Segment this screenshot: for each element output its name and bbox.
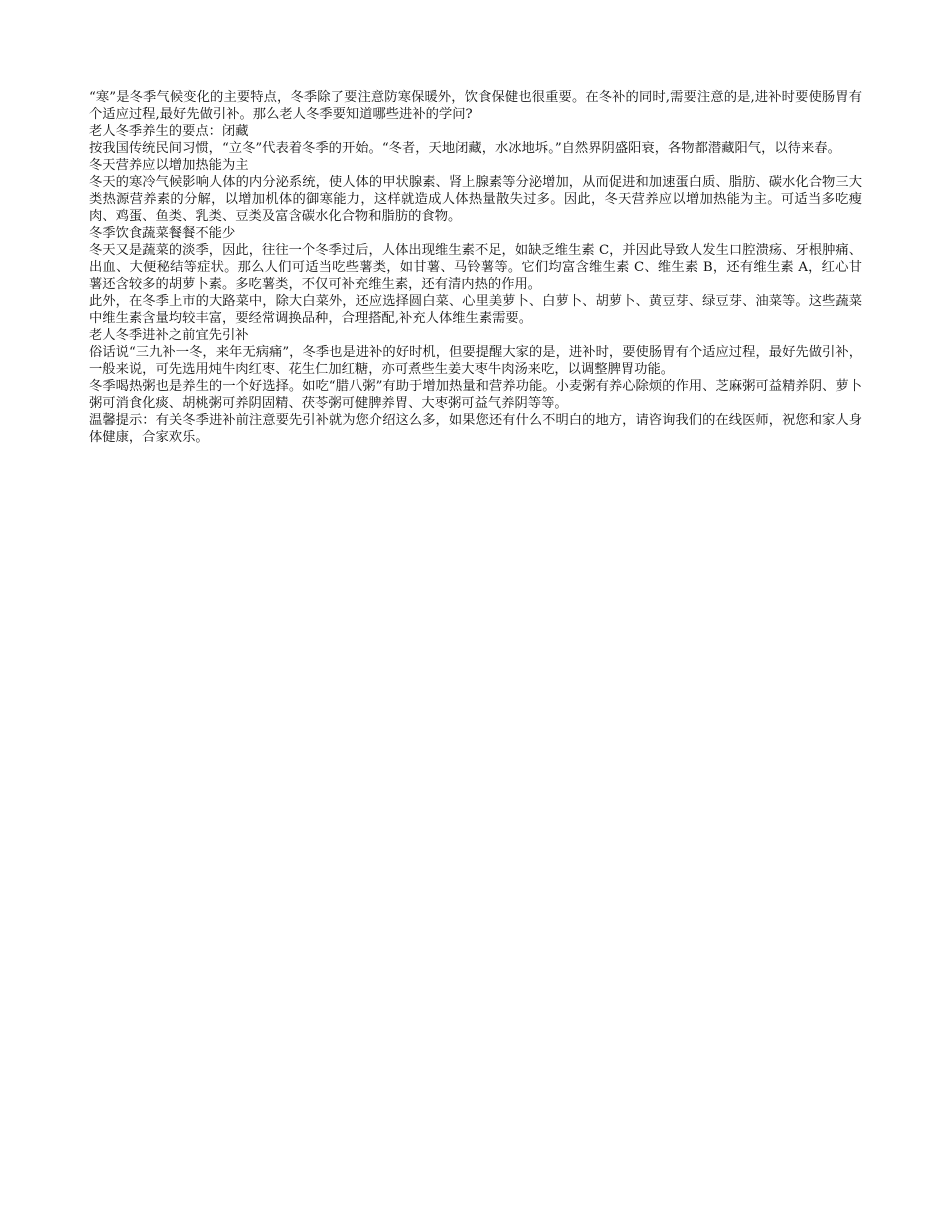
closing-tip-paragraph: 温馨提示：有关冬季进补前注意要先引补就为您介绍这么多，如果您还有什么不明白的地方，请咨询我们的在线医师，祝您和家人身体健康，合家欢乐。 xyxy=(89,413,862,445)
section-heading-guided-supplement: 老人冬季进补之前宜先引补 xyxy=(89,328,249,343)
section-paragraph: 俗话说“三九补一冬，来年无病痛”，冬季也是进补的好时机，但要提醒大家的是，进补时，要使肠胃有个适应过程，最好先做引补，一般来说，可先选用炖牛肉红枣、花生仁加红糖，亦可煮些生姜大枣牛肉汤来吃，以调整脾胃功能。 xyxy=(89,345,863,377)
intro-paragraph: “寒”是冬季气候变化的主要特点，冬季除了要注意防寒保暖外，饮食保健也很重要。在冬补的同时,需要注意的是,进补时要使肠胃有个适应过程,最好先做引补。那么老人冬季要知道哪些进补的学问? xyxy=(89,90,862,122)
section-heading-closing-storage: 老人冬季养生的要点：闭藏 xyxy=(89,124,249,139)
article-body xyxy=(89,89,862,446)
section-paragraph: 按我国传统民间习惯，“立冬”代表着冬季的开始。“冬者，天地闭藏，水冰地坼。”自然界阴盛阳衰，各物都潜藏阳气，以待来春。 xyxy=(89,141,841,156)
section-heading-heat-energy: 冬天营养应以增加热能为主 xyxy=(89,158,249,173)
section-paragraph: 冬天又是蔬菜的淡季，因此，往往一个冬季过后，人体出现维生素不足，如缺乏维生素 C，并因此导致人发生口腔溃疡、牙根肿痛、出血、大便秘结等症状。那么人们可适当吃些薯类，如甘薯、马铃薯等。它们均富含维生素 C、维生素 B，还有维生素 A，红心甘薯还含较多的胡萝卜素。多吃薯类，不仅可补充维生素，还有清内热的作用。 xyxy=(89,243,862,292)
section-paragraph: 冬季喝热粥也是养生的一个好选择。如吃“腊八粥”有助于增加热量和营养功能。小麦粥有养心除烦的作用、芝麻粥可益精养阴、萝卜粥可消食化痰、胡桃粥可养阴固精、茯苓粥可健脾养胃、大枣粥可益气养阴等等。 xyxy=(89,379,862,411)
section-paragraph: 此外，在冬季上市的大路菜中，除大白菜外，还应选择圆白菜、心里美萝卜、白萝卜、胡萝卜、黄豆芽、绿豆芽、油菜等。这些蔬菜中维生素含量均较丰富，要经常调换品种，合理搭配,补充人体维生素需要。 xyxy=(89,294,862,326)
section-heading-vegetables: 冬季饮食蔬菜餐餐不能少 xyxy=(89,226,236,241)
section-paragraph: 冬天的寒冷气候影响人体的内分泌系统，使人体的甲状腺素、肾上腺素等分泌增加，从而促进和加速蛋白质、脂肪、碳水化合物三大类热源营养素的分解，以增加机体的御寒能力，这样就造成人体热量散失过多。因此，冬天营养应以增加热能为主。可适当多吃瘦肉、鸡蛋、鱼类、乳类、豆类及富含碳水化合物和脂肪的食物。 xyxy=(89,175,862,224)
